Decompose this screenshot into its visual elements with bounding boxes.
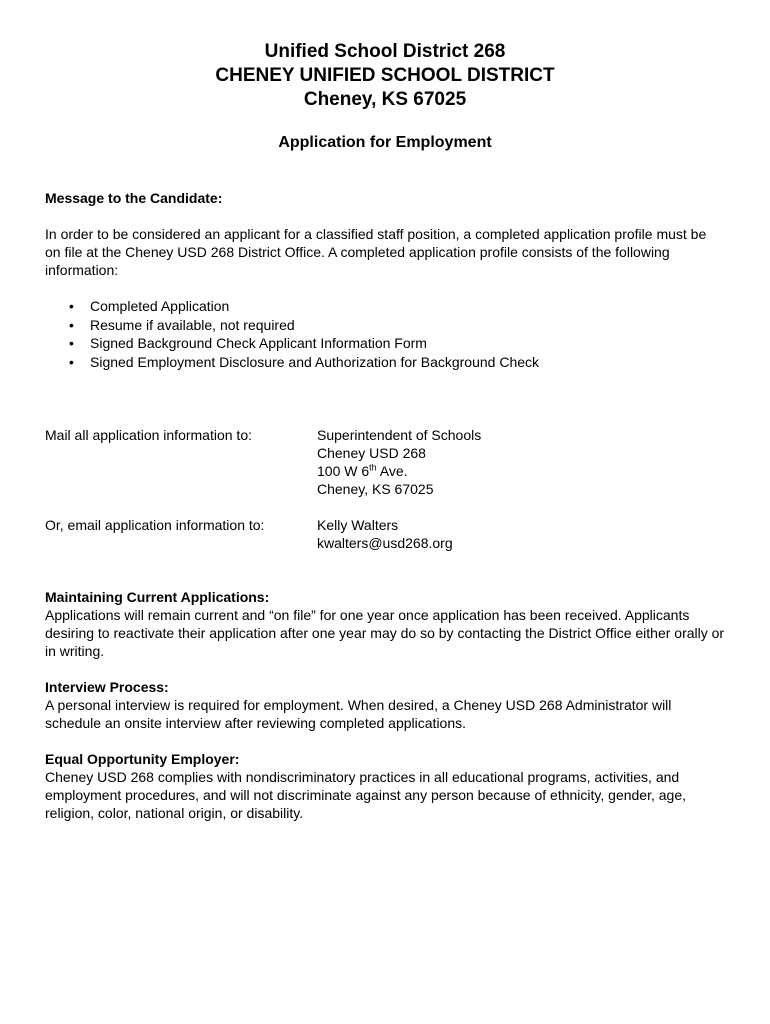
eoe-section [45, 750, 725, 822]
bullet-icon: • [69, 335, 74, 352]
eoe-heading: Equal Opportunity Employer: [45, 750, 240, 767]
interview-body: A personal interview is required for employment. When desired, a Cheney USD 268 Administrator will schedule an onsite interview after reviewing completed applications. [45, 696, 672, 731]
maintaining-heading: Maintaining Current Applications: [45, 588, 270, 605]
mail-organization: Cheney USD 268 [317, 444, 426, 461]
mail-label: Mail all application information to: [45, 426, 252, 443]
interview-heading: Interview Process: [45, 678, 169, 695]
maintaining-section [45, 588, 725, 660]
list-item [69, 334, 725, 353]
eoe-body: Cheney USD 268 complies with nondiscriminatory practices in all educational programs, activities, and employment procedures, and will not discriminate against any person because of ethnicity, gender, age, religion, color, national origin, or disability. [45, 768, 686, 821]
contact-name: Kelly Walters [317, 516, 399, 533]
list-item-text: Signed Background Check Applicant Information Form [90, 335, 427, 352]
message-body: In order to be considered an applicant for a classified staff position, a completed application profile must be on file at the Cheney USD 268 District Office. A completed application profile consists of the following information: [45, 226, 707, 278]
bullet-icon: • [69, 298, 74, 314]
interview-section [45, 678, 725, 732]
maintaining-body: Applications will remain current and “on file” for one year once application has been received. Applicants desiring to reactivate their application after one year may do so by contacting the District Office either orally or in writing. [45, 606, 725, 659]
email-label: Or, email application information to: [45, 516, 265, 533]
bullet-icon: • [69, 354, 74, 371]
requirements-list [45, 297, 725, 372]
message-heading: Message to the Candidate: [45, 190, 223, 206]
email-address: kwalters@usd268.org [317, 534, 453, 551]
mail-address [317, 426, 481, 498]
mail-instructions [45, 426, 725, 498]
email-contact [317, 516, 453, 552]
list-item [69, 353, 725, 372]
list-item-text: Signed Employment Disclosure and Authorization for Background Check [90, 354, 540, 371]
district-full-name: CHENEY UNIFIED SCHOOL DISTRICT [215, 65, 555, 86]
district-name: Unified School District 268 [264, 41, 506, 62]
list-item [69, 297, 725, 316]
list-item [69, 316, 725, 335]
document-title: Application for Employment [278, 134, 492, 151]
list-item-text: Completed Application [90, 298, 230, 314]
list-item-text: Resume if available, not required [90, 316, 295, 333]
mail-city: Cheney, KS 67025 [317, 480, 434, 497]
email-instructions [45, 516, 725, 552]
mail-street: 100 W 6th Ave. [317, 462, 408, 479]
bullet-icon: • [69, 316, 74, 333]
mail-recipient: Superintendent of Schools [317, 426, 482, 443]
letterhead [45, 0, 725, 112]
district-location: Cheney, KS 67025 [303, 89, 467, 110]
